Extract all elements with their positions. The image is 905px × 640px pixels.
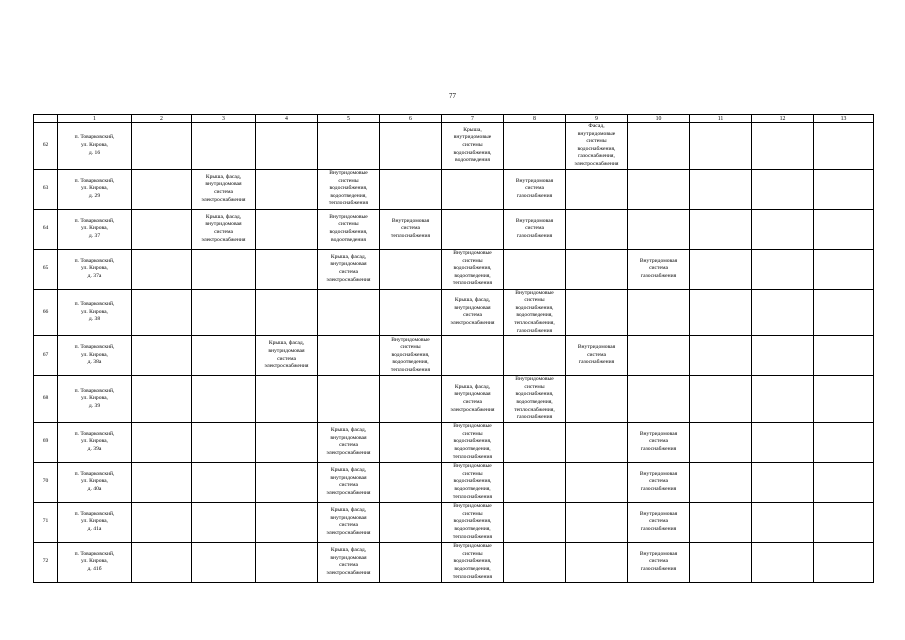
- address-cell: [58, 422, 132, 462]
- table-cell: [752, 123, 814, 170]
- table-cell: [380, 249, 442, 289]
- cell-text: Внутридомовые системы водоснабжения, водоотведения, теплоснабжения, газоснабжения: [514, 376, 555, 421]
- row-number: 64: [34, 209, 58, 249]
- table-cell: [504, 502, 566, 542]
- cell-text: п. Товарковский, ул. Кирова, д. 40а: [74, 470, 115, 492]
- table-cell: [132, 376, 192, 423]
- table-row: [34, 502, 874, 542]
- column-header: 8: [504, 115, 566, 123]
- column-header: 6: [380, 115, 442, 123]
- table-cell: [814, 289, 874, 336]
- table-cell: [504, 289, 566, 336]
- cell-text: Фасад, внутридомовые системы водоснабжения, газоснабжения, электроснабжения: [574, 123, 619, 167]
- table-cell: [814, 502, 874, 542]
- table-cell: [318, 422, 380, 462]
- table-cell: [504, 542, 566, 582]
- table-cell: [442, 209, 504, 249]
- table-cell: [504, 209, 566, 249]
- row-number: 68: [34, 376, 58, 423]
- table-cell: [814, 336, 874, 376]
- table-cell: [690, 123, 752, 170]
- address-cell: [58, 336, 132, 376]
- table-cell: [318, 289, 380, 336]
- table-cell: [380, 422, 442, 462]
- table-cell: [380, 376, 442, 423]
- table-row: [34, 209, 874, 249]
- column-header: 5: [318, 115, 380, 123]
- cell-text: Крыша, внутридомовые системы водоснабжения, водоотведения: [453, 126, 492, 164]
- cell-text: Внутридомовая система газоснабжения: [515, 177, 554, 199]
- row-number: 65: [34, 249, 58, 289]
- table-cell: [752, 336, 814, 376]
- cell-text: Крыша, фасад, внутридомовая система электроснабжения: [326, 253, 371, 283]
- table-cell: [132, 289, 192, 336]
- cell-text: Внутридомовая система газоснабжения: [515, 217, 554, 239]
- table-cell: [814, 169, 874, 209]
- row-number: 72: [34, 542, 58, 582]
- cell-text: п. Товарковский, ул. Кирова, д. 38а: [74, 344, 115, 366]
- row-number: 67: [34, 336, 58, 376]
- table-cell: [814, 422, 874, 462]
- cell-text: п. Товарковский, ул. Кирова, д. 41а: [74, 510, 115, 532]
- cell-text: Внутридомовая система газоснабжения: [639, 470, 678, 492]
- address-cell: [58, 209, 132, 249]
- table-cell: [132, 169, 192, 209]
- table-cell: [192, 542, 256, 582]
- table-cell: [380, 169, 442, 209]
- address-cell: [58, 462, 132, 502]
- address-cell: [58, 289, 132, 336]
- table-cell: [318, 462, 380, 502]
- table-cell: [690, 169, 752, 209]
- table-cell: [504, 249, 566, 289]
- table-cell: [628, 336, 690, 376]
- table-cell: [132, 542, 192, 582]
- table-cell: [752, 502, 814, 542]
- table-cell: [814, 462, 874, 502]
- table-cell: [628, 422, 690, 462]
- row-number: 69: [34, 422, 58, 462]
- table-cell: [814, 123, 874, 170]
- column-header: 13: [814, 115, 874, 123]
- table-cell: [628, 542, 690, 582]
- table-cell: [566, 542, 628, 582]
- cell-text: Внутридомовая система газоснабжения: [639, 550, 678, 572]
- capital-repair-table: [33, 114, 874, 583]
- cell-text: Внутридомовая система газоснабжения: [577, 344, 616, 366]
- cell-text: Крыша, фасад, внутридомовая система электроснабжения: [326, 547, 371, 576]
- table-cell: [566, 422, 628, 462]
- table-body: [34, 123, 874, 583]
- cell-text: п. Товарковский, ул. Кирова, д. 41б: [74, 550, 115, 572]
- table-cell: [192, 422, 256, 462]
- table-cell: [690, 289, 752, 336]
- table-cell: [256, 502, 318, 542]
- cell-text: Крыша, фасад, внутридомовая система электроснабжения: [450, 383, 495, 413]
- cell-text: Внутридомовая система теплоснабжения: [390, 217, 431, 239]
- table-cell: [628, 289, 690, 336]
- table-cell: [442, 422, 504, 462]
- cell-text: Внутридомовые системы водоснабжения, водоотведения, теплоснабжения, газоснабжения: [514, 289, 555, 334]
- table-cell: [628, 123, 690, 170]
- cell-text: Крыша, фасад, внутридомовая система электроснабжения: [264, 340, 309, 370]
- table-row: [34, 289, 874, 336]
- table-cell: [442, 502, 504, 542]
- table-cell: [256, 169, 318, 209]
- table-cell: [690, 249, 752, 289]
- table-cell: [814, 249, 874, 289]
- table-cell: [566, 289, 628, 336]
- table-cell: [132, 502, 192, 542]
- table-cell: [192, 462, 256, 502]
- table-cell: [256, 376, 318, 423]
- cell-text: Внутридомовые системы водоснабжения, водоотведения, теплоснабжения: [452, 423, 493, 460]
- cell-text: п. Товарковский, ул. Кирова, д. 37а: [74, 257, 115, 279]
- row-number: 63: [34, 169, 58, 209]
- column-header: 2: [132, 115, 192, 123]
- table-cell: [192, 336, 256, 376]
- table-row: [34, 376, 874, 423]
- table-cell: [566, 502, 628, 542]
- column-header: 4: [256, 115, 318, 123]
- table-cell: [192, 376, 256, 423]
- table-cell: [752, 209, 814, 249]
- cell-text: п. Товарковский, ул. Кирова, д. 16: [74, 134, 115, 156]
- table-cell: [132, 123, 192, 170]
- table-cell: [566, 376, 628, 423]
- table-cell: [256, 289, 318, 336]
- table-cell: [318, 123, 380, 170]
- cell-text: п. Товарковский, ул. Кирова, д. 38: [74, 300, 115, 323]
- table-cell: [192, 123, 256, 170]
- table-cell: [132, 422, 192, 462]
- table-cell: [318, 169, 380, 209]
- cell-text: Внутридомовая система газоснабжения: [639, 257, 678, 279]
- table-cell: [752, 289, 814, 336]
- table-cell: [380, 542, 442, 582]
- table-cell: [380, 209, 442, 249]
- column-header: 11: [690, 115, 752, 123]
- cell-text: Внутридомовые системы водоснабжения, водоотведения: [329, 213, 368, 243]
- table-cell: [504, 169, 566, 209]
- table-cell: [318, 249, 380, 289]
- table-cell: [192, 289, 256, 336]
- table-cell: [752, 169, 814, 209]
- cell-text: п. Товарковский, ул. Кирова, д. 39: [74, 387, 115, 409]
- table-cell: [566, 336, 628, 376]
- table-cell: [504, 376, 566, 423]
- table-cell: [192, 502, 256, 542]
- header-cell-blank: [34, 115, 58, 123]
- table-cell: [628, 249, 690, 289]
- table-cell: [628, 502, 690, 542]
- table-cell: [814, 376, 874, 423]
- table-cell: [442, 169, 504, 209]
- table-cell: [690, 502, 752, 542]
- table-cell: [318, 209, 380, 249]
- cell-text: Внутридомовые системы водоснабжения, водоотведения, теплоснабжения: [452, 543, 493, 580]
- table-cell: [628, 209, 690, 249]
- column-header: 12: [752, 115, 814, 123]
- address-cell: [58, 249, 132, 289]
- cell-text: Крыша, фасад, внутридомовая система электроснабжения: [326, 427, 371, 456]
- table-cell: [256, 542, 318, 582]
- address-cell: [58, 123, 132, 170]
- row-number: 70: [34, 462, 58, 502]
- table-cell: [690, 376, 752, 423]
- table-row: [34, 422, 874, 462]
- row-number: 66: [34, 289, 58, 336]
- table-cell: [192, 209, 256, 249]
- table-row: [34, 249, 874, 289]
- table-cell: [380, 289, 442, 336]
- table-cell: [256, 209, 318, 249]
- cell-text: Внутридомовые системы водоснабжения, водоотведения, теплоснабжения: [328, 170, 369, 207]
- table-cell: [504, 422, 566, 462]
- table-cell: [566, 209, 628, 249]
- table-cell: [442, 462, 504, 502]
- table-cell: [380, 462, 442, 502]
- table-cell: [442, 336, 504, 376]
- cell-text: Крыша, фасад, внутридомовая система электроснабжения: [450, 297, 495, 326]
- table-cell: [318, 376, 380, 423]
- table-cell: [380, 502, 442, 542]
- table-cell: [628, 462, 690, 502]
- row-number: 71: [34, 502, 58, 542]
- table-cell: [256, 336, 318, 376]
- cell-text: п. Товарковский, ул. Кирова, д. 37: [74, 217, 115, 239]
- address-cell: [58, 376, 132, 423]
- table-cell: [132, 249, 192, 289]
- column-header: 7: [442, 115, 504, 123]
- table-cell: [318, 502, 380, 542]
- cell-text: Крыша, фасад, внутридомовая система электроснабжения: [201, 173, 246, 203]
- column-header: 9: [566, 115, 628, 123]
- table-cell: [192, 169, 256, 209]
- table-cell: [132, 336, 192, 376]
- cell-text: Внутридомовая система газоснабжения: [639, 430, 678, 452]
- cell-text: Крыша, фасад, внутридомовая система электроснабжения: [201, 213, 246, 243]
- table-row: [34, 169, 874, 209]
- table-cell: [256, 422, 318, 462]
- column-header: 10: [628, 115, 690, 123]
- table-cell: [504, 462, 566, 502]
- table-row: [34, 336, 874, 376]
- table-cell: [752, 376, 814, 423]
- column-header: 1: [58, 115, 132, 123]
- row-number: 62: [34, 123, 58, 170]
- table-cell: [690, 542, 752, 582]
- header-row: [34, 115, 874, 123]
- table-cell: [504, 123, 566, 170]
- page-number: 77: [449, 92, 456, 100]
- address-cell: [58, 169, 132, 209]
- table-cell: [566, 123, 628, 170]
- table-cell: [442, 376, 504, 423]
- cell-text: Внутридомовые системы водоснабжения, водоотведения, теплоснабжения: [452, 250, 493, 287]
- table-row: [34, 542, 874, 582]
- table-cell: [132, 462, 192, 502]
- table-cell: [192, 249, 256, 289]
- table-cell: [814, 209, 874, 249]
- table-cell: [442, 289, 504, 336]
- table-cell: [256, 462, 318, 502]
- cell-text: Внутридомовые системы водоснабжения, водоотведения, теплоснабжения: [452, 503, 493, 540]
- cell-text: Внутридомовые системы водоснабжения, водоотведения, теплоснабжения: [452, 463, 493, 500]
- table-cell: [504, 336, 566, 376]
- table-cell: [380, 123, 442, 170]
- table-cell: [380, 336, 442, 376]
- table-cell: [752, 249, 814, 289]
- table-cell: [752, 422, 814, 462]
- cell-text: Крыша, фасад, внутридомовая система электроснабжения: [326, 507, 371, 536]
- cell-text: Крыша, фасад, внутридомовая система электроснабжения: [326, 467, 371, 496]
- table-cell: [256, 249, 318, 289]
- table-cell: [566, 249, 628, 289]
- table-cell: [752, 542, 814, 582]
- address-cell: [58, 502, 132, 542]
- table-cell: [566, 462, 628, 502]
- cell-text: п. Товарковский, ул. Кирова, д. 39а: [74, 430, 115, 452]
- table-cell: [690, 336, 752, 376]
- table-cell: [566, 169, 628, 209]
- table-cell: [690, 422, 752, 462]
- column-header: 3: [192, 115, 256, 123]
- table-cell: [256, 123, 318, 170]
- table-cell: [690, 462, 752, 502]
- table-cell: [752, 462, 814, 502]
- table-cell: [628, 169, 690, 209]
- cell-text: Внутридомовые системы водоснабжения, водоотведения, теплоснабжения: [390, 336, 431, 374]
- cell-text: п. Товарковский, ул. Кирова, д. 29: [74, 177, 115, 199]
- table-row: [34, 462, 874, 502]
- table-cell: [814, 542, 874, 582]
- table-cell: [318, 542, 380, 582]
- table-cell: [132, 209, 192, 249]
- table-cell: [690, 209, 752, 249]
- table-cell: [442, 123, 504, 170]
- table-cell: [442, 542, 504, 582]
- table-row: [34, 123, 874, 170]
- cell-text: Внутридомовая система газоснабжения: [639, 510, 678, 532]
- table-cell: [318, 336, 380, 376]
- address-cell: [58, 542, 132, 582]
- table-cell: [442, 249, 504, 289]
- table-cell: [628, 376, 690, 423]
